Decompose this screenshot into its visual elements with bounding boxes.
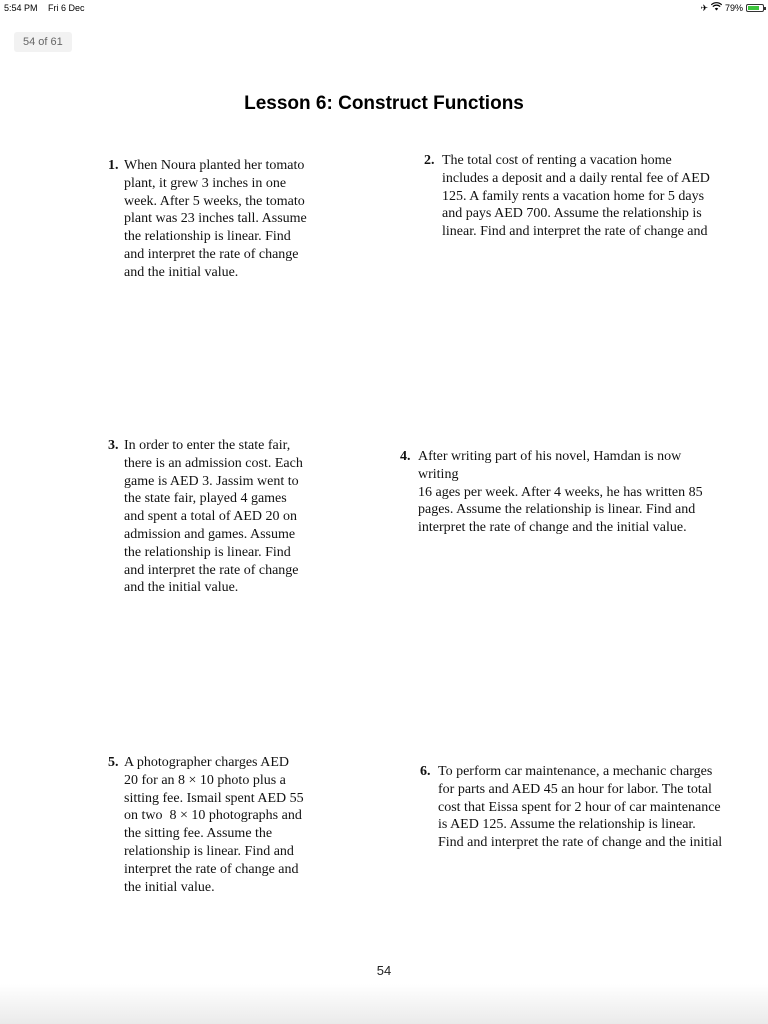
page-counter: 54 of 61 <box>14 32 72 52</box>
problem-line: the state fair, played 4 games <box>124 491 287 507</box>
problem-text <box>124 754 338 896</box>
problem-line: relationship is linear. Find and <box>124 843 294 859</box>
problem-line: admission and games. Assume <box>124 526 296 542</box>
problem-line: A photographer charges AED <box>124 755 289 770</box>
problem-line: week. After 5 weeks, the tomato <box>124 193 305 209</box>
problem-line: the sitting fee. Assume the <box>124 826 273 842</box>
problem-line: plant, it grew 3 inches in one <box>124 175 287 191</box>
problem-text <box>438 763 755 852</box>
problem-line: cost that Eissa spent for 2 hour of car maintenance <box>438 799 721 815</box>
problem-line: sitting fee. Ismail spent AED 55 <box>124 790 304 806</box>
problem-5 <box>108 754 338 896</box>
problem-number: 4. <box>400 449 411 464</box>
problem-4 <box>400 448 745 537</box>
problem-text <box>418 448 745 537</box>
problem-line: there is an admission cost. Each <box>124 455 303 471</box>
problem-line: and the initial value. <box>124 264 239 280</box>
problem-line: plant was 23 inches tall. Assume <box>124 211 307 227</box>
problem-line: for parts and AED 45 an hour for labor. The total <box>438 781 712 797</box>
problem-line: and interpret the rate of change <box>124 562 299 578</box>
battery-percent: 79% <box>724 2 743 13</box>
problem-line: pages. Assume the relationship is linear. Find and <box>418 502 696 518</box>
problem-line: game is AED 3. Jassim went to <box>124 473 299 489</box>
status-bar <box>0 0 768 16</box>
problem-line: and interpret the rate of change <box>124 246 299 262</box>
status-date: Fri 6 Dec <box>48 3 85 13</box>
problem-line: the initial value. <box>124 879 215 895</box>
problem-line: When Noura planted her tomato <box>124 158 305 173</box>
problem-line: The total cost of renting a vacation home <box>442 153 672 168</box>
problem-line: is AED 125. Assume the relationship is linear. <box>438 817 696 833</box>
wifi-icon <box>711 2 722 13</box>
problem-line: 16 ages per week. After 4 weeks, he has written 85 <box>418 484 703 500</box>
problem-line: and pays AED 700. Assume the relationship is <box>442 206 702 222</box>
problem-line: linear. Find and interpret the rate of change and <box>442 224 708 240</box>
problem-number: 2. <box>424 153 435 168</box>
problem-line: In order to enter the state fair, <box>124 438 291 453</box>
problem-line: and spent a total of AED 20 on <box>124 509 298 525</box>
bottom-shade <box>0 984 768 1024</box>
airplane-icon: ✈ <box>700 2 708 13</box>
problem-text <box>124 157 338 282</box>
status-indicators <box>700 2 764 13</box>
problem-line: 125. A family rents a vacation home for 5 days <box>442 188 705 204</box>
problem-line: and the initial value. <box>124 580 239 596</box>
problem-number: 3. <box>108 438 119 453</box>
problem-text <box>442 152 754 241</box>
problem-line: writing <box>418 466 459 482</box>
problem-line: 20 for an 8 × 10 photo plus a <box>124 772 286 788</box>
problem-line: on two 8 × 10 photographs and <box>124 808 302 824</box>
problem-line: includes a deposit and a daily rental fee of AED <box>442 170 710 186</box>
problem-text <box>124 437 338 597</box>
problem-number: 5. <box>108 755 119 770</box>
status-time: 5:54 PM <box>4 3 38 13</box>
page-number: 54 <box>376 963 392 978</box>
problem-line: Find and interpret the rate of change and the initial <box>438 835 723 851</box>
problem-line: interpret the rate of change and the initial value. <box>418 520 687 536</box>
problem-number: 6. <box>420 764 431 779</box>
battery-icon <box>746 4 764 12</box>
problem-2 <box>424 152 754 241</box>
problem-line: the relationship is linear. Find <box>124 229 291 245</box>
problem-number: 1. <box>108 158 119 173</box>
problem-1 <box>108 157 338 282</box>
problem-line: the relationship is linear. Find <box>124 544 291 560</box>
battery-fill <box>748 6 759 10</box>
problem-line: After writing part of his novel, Hamdan is now <box>418 449 682 464</box>
problem-line: interpret the rate of change and <box>124 861 299 877</box>
problem-3 <box>108 437 338 597</box>
lesson-title: Lesson 6: Construct Functions <box>244 93 524 114</box>
problem-line: To perform car maintenance, a mechanic charges <box>438 764 713 779</box>
problem-6 <box>420 763 755 852</box>
